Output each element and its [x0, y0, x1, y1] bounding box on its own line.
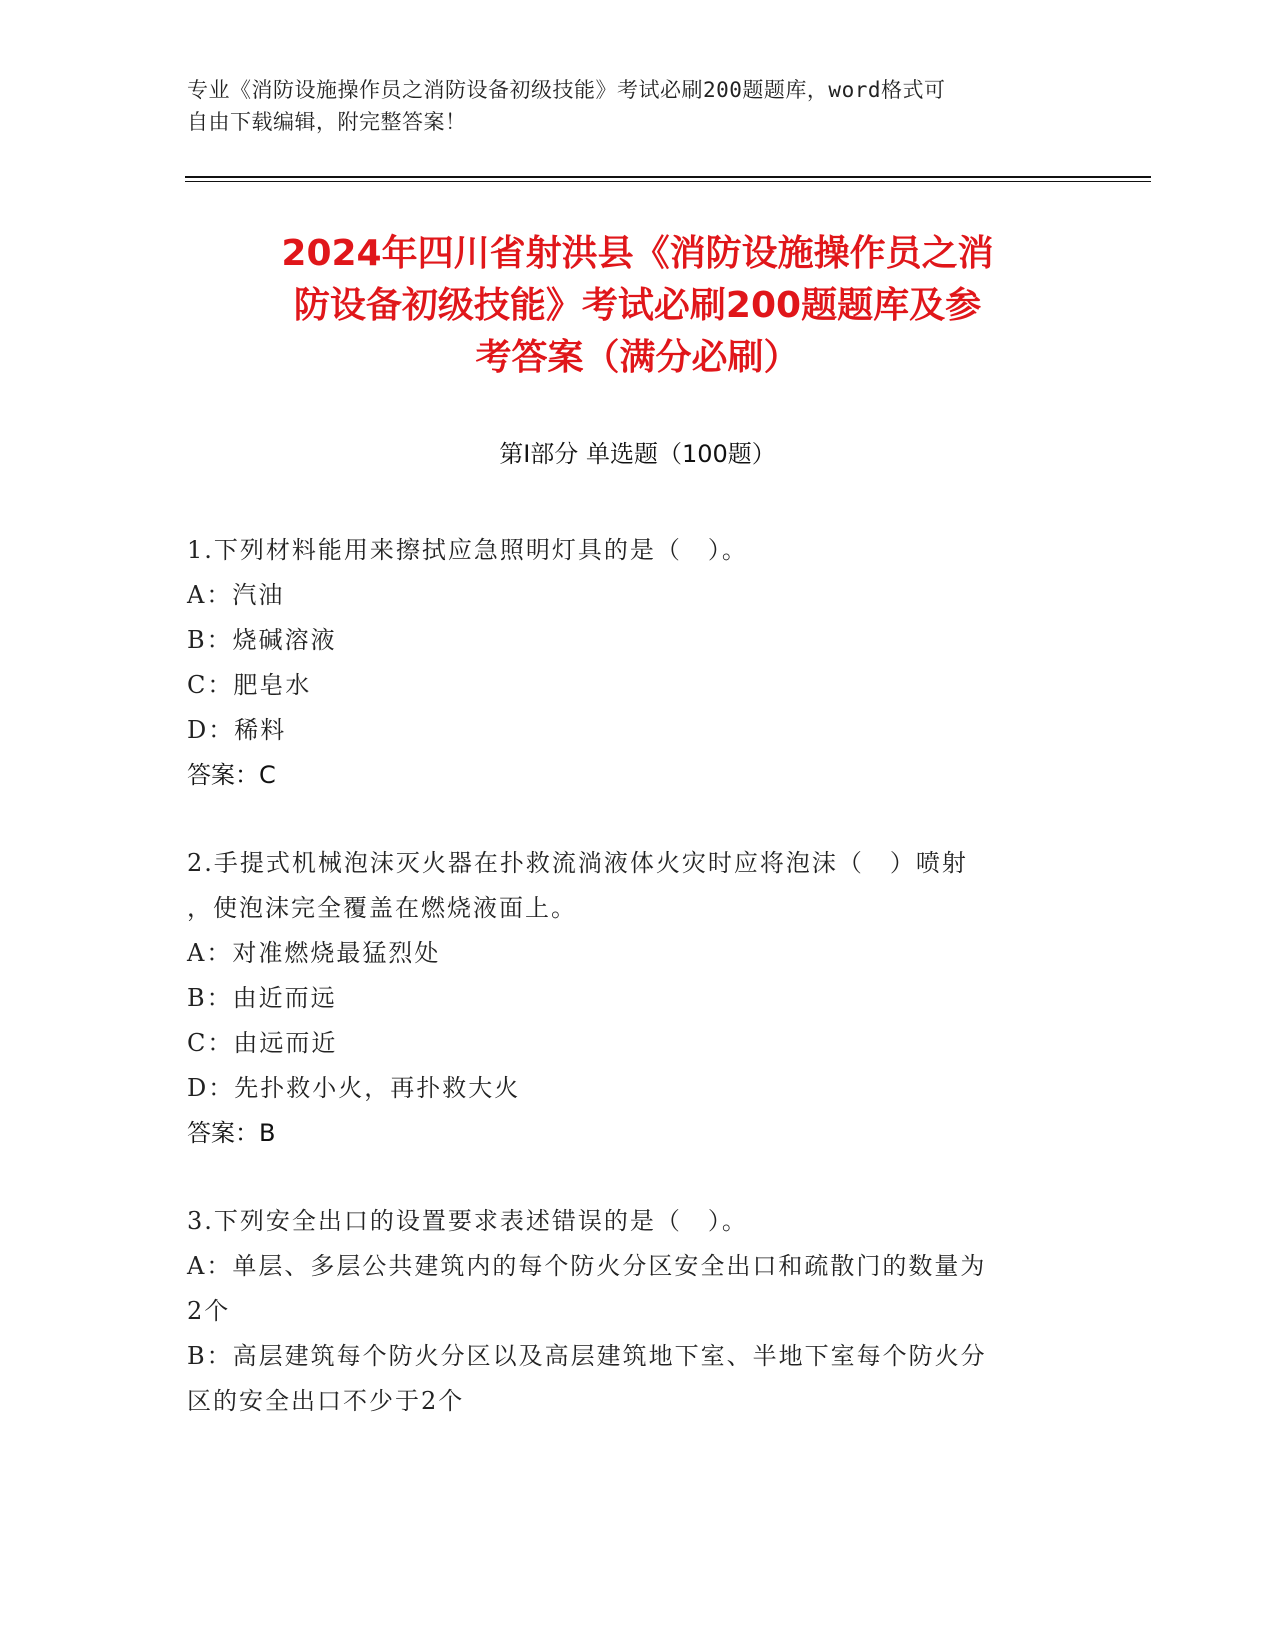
option-a: A：对准燃烧最猛烈处: [187, 939, 441, 967]
option-a: A：单层、多层公共建筑内的每个防火分区安全出口和疏散门的数量为: [187, 1252, 987, 1280]
option-d: D：先扑救小火，再扑救大火: [187, 1074, 521, 1102]
header-note-line-1: 专业《消防设施操作员之消防设备初级技能》考试必刷200题题库，word格式可: [187, 78, 946, 102]
question-2: [187, 841, 1087, 1156]
answer: 答案：C: [187, 761, 276, 789]
question-stem: 3.下列安全出口的设置要求表述错误的是（ ）。: [187, 1207, 748, 1235]
option-b: B：由近而远: [187, 984, 337, 1012]
title-line-3: 考答案（满分必刷）: [475, 337, 800, 378]
question-3: [187, 1199, 1087, 1424]
option-a: A：汽油: [187, 581, 285, 609]
header-rule-thin: [185, 181, 1151, 182]
option-c: C：由远而近: [187, 1029, 338, 1057]
option-d: D：稀料: [187, 716, 287, 744]
option-b: B：高层建筑每个防火分区以及高层建筑地下室、半地下室每个防火分: [187, 1342, 987, 1370]
question-stem-continued: ，使泡沫完全覆盖在燃烧液面上。: [187, 894, 577, 922]
header-note: [187, 74, 1087, 138]
option-a-continued: 2个: [187, 1297, 231, 1325]
question-stem: 1.下列材料能用来擦拭应急照明灯具的是（ ）。: [187, 536, 748, 564]
option-b: B：烧碱溶液: [187, 626, 337, 654]
question-list: [187, 528, 1087, 1467]
option-c: C：肥皂水: [187, 671, 312, 699]
header-rule-thick: [185, 176, 1151, 178]
question-stem: 2.手提式机械泡沫灭火器在扑救流淌液体火灾时应将泡沫（ ）喷射: [187, 849, 968, 877]
question-1: [187, 528, 1087, 798]
title-line-1: 2024年四川省射洪县《消防设施操作员之消: [281, 233, 994, 274]
header-note-line-2: 自由下载编辑，附完整答案！: [187, 110, 467, 134]
section-heading: 第Ⅰ部分 单选题（100题）: [499, 440, 776, 468]
answer: 答案：B: [187, 1119, 276, 1147]
title-line-2: 防设备初级技能》考试必刷200题题库及参: [293, 285, 982, 326]
document-title: [150, 228, 1125, 384]
option-b-continued: 区的安全出口不少于2个: [187, 1387, 465, 1415]
